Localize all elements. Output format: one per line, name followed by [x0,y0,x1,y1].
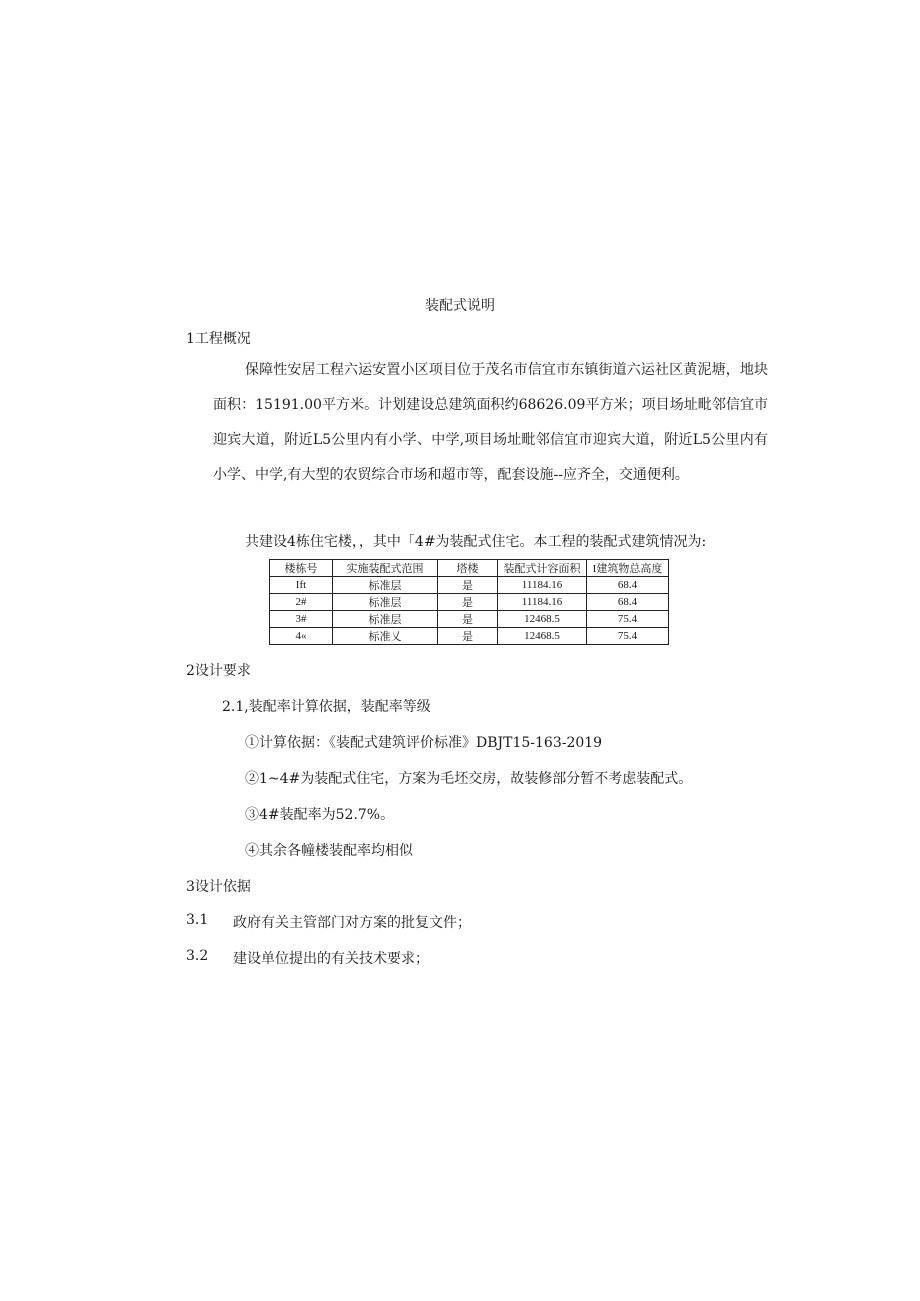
table-cell: 68.4 [587,594,669,611]
section-1-paragraph-2: 共建设4栋住宅楼，，其中「4#为装配式住宅。本工程的装配式建筑情况为: [245,534,707,550]
section-1-heading: 1工程概况 [186,331,251,347]
table-cell: 3# [270,611,333,628]
table-cell: 标准乂 [333,628,438,645]
table-header-cell: I建筑物总高度 [587,560,669,577]
table-header-cell: 实施装配式范围 [333,560,438,577]
table-cell: 75.4 [587,628,669,645]
table-row [270,611,669,628]
table-cell: 11184.16 [498,577,587,594]
requirement-item: ③4#装配率为52.7%。 [245,807,395,823]
table-cell: 75.4 [587,611,669,628]
table-cell: 68.4 [587,577,669,594]
assembly-spec-table [269,559,669,645]
requirement-item: ④其余各幢楼装配率均相似 [245,843,413,859]
section-3-heading: 3设计依据 [186,879,251,895]
table-cell: 是 [438,628,498,645]
table-cell: Ift [270,577,333,594]
basis-item-number: 3.1 [186,912,209,928]
basis-item-text: 政府有关主管部门对方案的批复文件； [233,915,471,931]
table-cell: 4« [270,628,333,645]
basis-item-text: 建设单位提出的有关技术要求； [233,951,429,967]
table-cell: 12468.5 [498,628,587,645]
table-cell: 标准层 [333,611,438,628]
requirement-item: ①计算依据：《装配式建筑评价标准》DBJT15-163-2019 [245,735,603,751]
table-header-row [270,560,669,577]
table-header-cell: 塔楼 [438,560,498,577]
table-cell: 是 [438,611,498,628]
section-2-1-heading: 2.1,装配率计算依据，装配率等级 [222,699,431,715]
table-row [270,594,669,611]
table-row [270,577,669,594]
table-cell: 是 [438,577,498,594]
table-cell: 11184.16 [498,594,587,611]
page-title: 装配式说明 [425,298,495,314]
table-cell: 12468.5 [498,611,587,628]
table-cell: 标准层 [333,594,438,611]
table-header-cell: 楼栋号 [270,560,333,577]
requirement-item: ②1~4#为装配式住宅，方案为毛坯交房，故装修部分暂不考虑装配式。 [245,771,693,787]
basis-item-number: 3.2 [186,948,209,964]
table-cell: 是 [438,594,498,611]
table-row [270,628,669,645]
table-cell: 标准层 [333,577,438,594]
section-2-heading: 2设计要求 [186,663,251,679]
section-1-paragraph-1: 保障性安居工程六运安置小区项目位于茂名市信宜市东镇街道六运社区黄泥塘，地块面积：15191.00平方米。计划建设总建筑面积约68626.09平方米；项目场址毗邻信宜市迎宾大道，附近L5公里内有小学、中学,项目场址毗邻信宜市迎宾大道，附近L5公里内有小学、中学,有大型的农贸综合市场和超市等，配套设施--应齐全，交通便利。 [213,362,768,483]
table-header-cell: 装配式计容面积 [498,560,587,577]
table-cell: 2# [270,594,333,611]
